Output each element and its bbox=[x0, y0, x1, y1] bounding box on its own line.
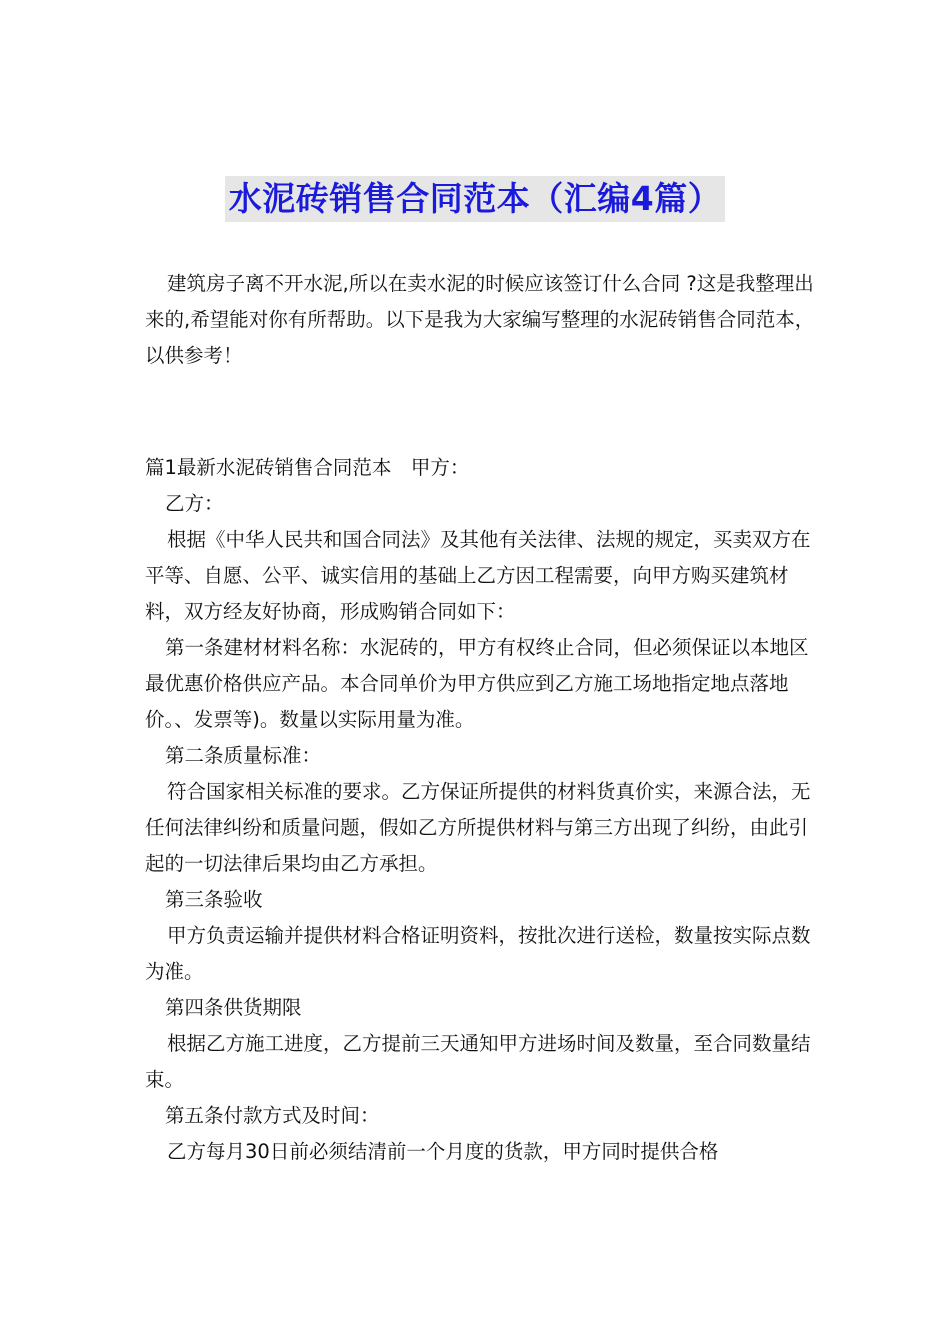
article-5-paragraph: 乙方每月30日前必须结清前一个月度的货款，甲方同时提供合格 bbox=[167, 1140, 719, 1163]
section-heading-1: 篇1最新水泥砖销售合同范本 甲方： bbox=[145, 456, 470, 479]
intro-section bbox=[145, 266, 825, 374]
article-5-heading: 第五条付款方式及时间： bbox=[165, 1104, 380, 1127]
article-4-paragraph: 根据乙方施工进度，乙方提前三天通知甲方进场时间及数量，至合同数量结束。 bbox=[145, 1032, 811, 1091]
intro-paragraph: 建筑房子离不开水泥,所以在卖水泥的时候应该签订什么合同 ?这是我整理出来的,希望能对你有所帮助。以下是我为大家编写整理的水泥砖销售合同范本，以供参考！ bbox=[145, 272, 815, 367]
article-3-heading: 第三条验收 bbox=[165, 888, 263, 911]
article-4-heading: 第四条供货期限 bbox=[165, 996, 302, 1019]
contract-body bbox=[145, 450, 825, 1170]
article-1-paragraph: 第一条建材材料名称：水泥砖的，甲方有权终止合同，但必须保证以本地区最优惠价格供应产品。本合同单价为甲方供应到乙方施工场地指定地点落地价。、发票等)。数量以实际用量为准。 bbox=[145, 636, 809, 731]
document-title: 水泥砖销售合同范本（汇编4篇） bbox=[225, 176, 725, 222]
title-container bbox=[0, 176, 950, 222]
article-2-paragraph: 符合国家相关标准的要求。乙方保证所提供的材料货真价实，来源合法，无任何法律纠纷和质量问题，假如乙方所提供材料与第三方出现了纠纷，由此引起的一切法律后果均由乙方承担。 bbox=[145, 780, 811, 875]
article-2-heading: 第二条质量标准： bbox=[165, 744, 322, 767]
article-3-paragraph: 甲方负责运输并提供材料合格证明资料，按批次进行送检，数量按实际点数为准。 bbox=[145, 924, 811, 983]
party-b-line: 乙方： bbox=[165, 492, 224, 515]
preamble-paragraph: 根据《中华人民共和国合同法》及其他有关法律、法规的规定，买卖双方在平等、自愿、公平、诚实信用的基础上乙方因工程需要，向甲方购买建筑材料，双方经友好协商，形成购销合同如下： bbox=[145, 528, 811, 623]
